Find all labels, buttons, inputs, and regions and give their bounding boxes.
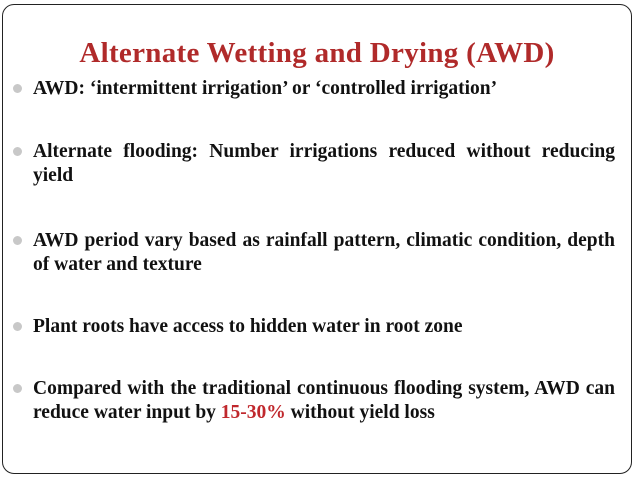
bullet-item <box>13 77 615 101</box>
bullet-dot-icon <box>13 322 22 331</box>
bullet-item <box>13 377 615 425</box>
bullet-text-after: without yield loss <box>285 402 435 423</box>
bullet-dot-icon <box>13 84 22 93</box>
slide <box>2 4 632 474</box>
bullet-dot-icon <box>13 147 22 156</box>
bullet-text: AWD period vary based as rainfall pattern, climatic condition, depth of water and texture <box>33 230 615 275</box>
bullet-text-before: Compared with the traditional continuous flooding system, AWD can reduce water input by <box>33 378 615 423</box>
highlight-percentage: 15-30% <box>220 402 286 423</box>
bullet-text: Plant roots have access to hidden water in root zone <box>33 316 463 337</box>
bullet-text: Alternate flooding: Number irrigations reduced without reducing yield <box>33 141 615 186</box>
bullet-dot-icon <box>13 236 22 245</box>
slide-title: Alternate Wetting and Drying (AWD) <box>79 37 555 69</box>
bullet-item <box>13 229 615 277</box>
bullet-item <box>13 140 615 188</box>
bullet-dot-icon <box>13 384 22 393</box>
bullet-text: AWD: ‘intermittent irrigation’ or ‘controlled irrigation’ <box>33 78 498 99</box>
bullet-item <box>13 315 615 339</box>
